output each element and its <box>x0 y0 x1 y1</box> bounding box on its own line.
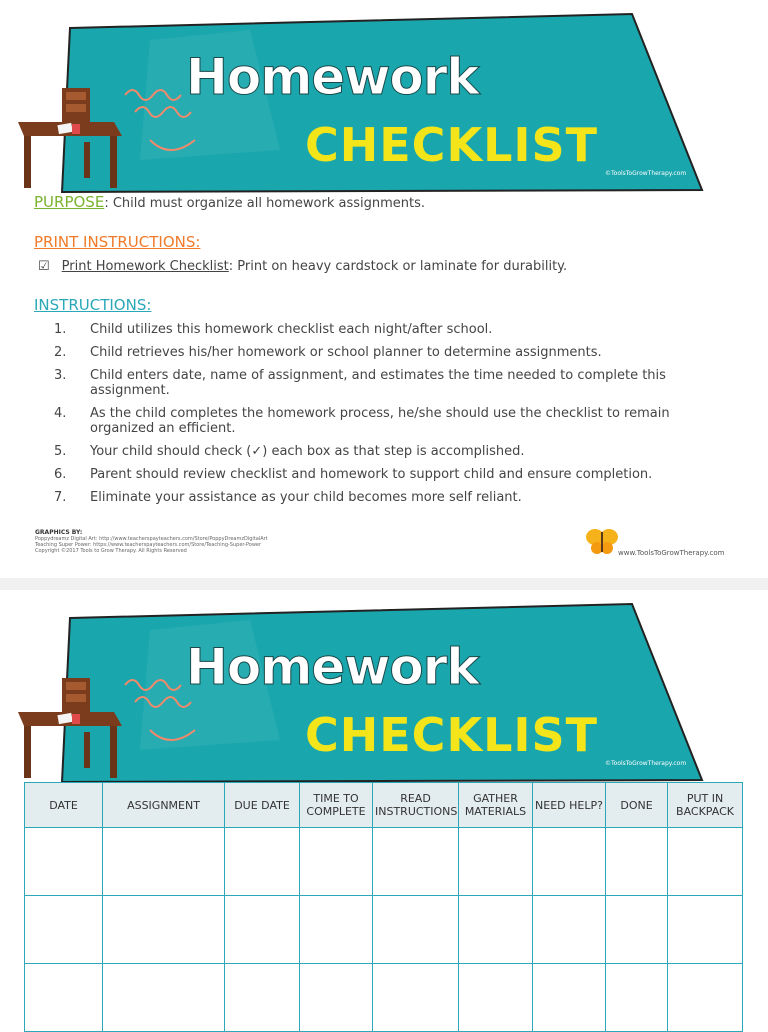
table-cell[interactable] <box>300 828 373 896</box>
table-row <box>25 828 743 896</box>
list-item: 6. Parent should review checklist and homework to support child and ensure completion. <box>54 467 653 482</box>
table-cell[interactable] <box>459 964 533 1032</box>
table-header-row <box>25 783 743 828</box>
homework-checklist-table <box>24 782 743 1032</box>
table-cell[interactable] <box>25 828 103 896</box>
title-checklist: CHECKLIST <box>305 118 599 172</box>
table-cell[interactable] <box>533 828 606 896</box>
table-row <box>25 964 743 1032</box>
table-cell[interactable] <box>225 828 300 896</box>
table-cell[interactable] <box>373 828 459 896</box>
table-cell[interactable] <box>373 964 459 1032</box>
column-header: DONE <box>606 783 668 828</box>
table-cell[interactable] <box>459 896 533 964</box>
table-cell[interactable] <box>103 896 225 964</box>
list-item: 7. Eliminate your assistance as your child becomes more self reliant. <box>54 490 522 505</box>
column-header: DATE <box>25 783 103 828</box>
table-cell[interactable] <box>300 964 373 1032</box>
list-item: 2. Child retrieves his/her homework or school planner to determine assignments. <box>54 345 602 360</box>
instructions-list <box>54 322 714 513</box>
column-header: ASSIGNMENT <box>103 783 225 828</box>
table-cell[interactable] <box>300 896 373 964</box>
table-cell[interactable] <box>668 828 743 896</box>
purpose-label: PURPOSE <box>34 193 105 211</box>
table-cell[interactable] <box>533 964 606 1032</box>
desk-illustration <box>18 88 123 190</box>
list-item: 4. As the child completes the homework process, he/she should use the checklist to remain organized an efficient. <box>54 406 670 436</box>
banner-credit: ©ToolsToGrowTherapy.com <box>605 170 687 177</box>
table-cell[interactable] <box>225 964 300 1032</box>
column-header: READ INSTRUCTIONS <box>373 783 459 828</box>
desk-illustration <box>18 678 123 780</box>
table-cell[interactable] <box>606 896 668 964</box>
print-checklist-link: Print Homework Checklist <box>61 259 229 274</box>
table-cell[interactable] <box>225 896 300 964</box>
title-checklist: CHECKLIST <box>305 708 599 762</box>
print-item-text: : Print on heavy cardstock or laminate for durability. <box>228 259 568 274</box>
list-item: 1. Child utilizes this homework checklist each night/after school. <box>54 322 493 337</box>
table-cell[interactable] <box>668 964 743 1032</box>
purpose-text: : Child must organize all homework assignments. <box>104 196 426 211</box>
table-cell[interactable] <box>103 964 225 1032</box>
table-cell[interactable] <box>103 828 225 896</box>
table-cell[interactable] <box>533 896 606 964</box>
print-instructions-heading: PRINT INSTRUCTIONS: <box>34 233 201 251</box>
table-row <box>25 896 743 964</box>
table-cell[interactable] <box>25 896 103 964</box>
footer-url: www.ToolsToGrowTherapy.com <box>618 549 725 557</box>
table-cell[interactable] <box>25 964 103 1032</box>
column-header: NEED HELP? <box>533 783 606 828</box>
column-header: DUE DATE <box>225 783 300 828</box>
print-instructions-item <box>38 259 567 274</box>
list-item: 3. Child enters date, name of assignment, and estimates the time needed to complete this assignment. <box>54 368 666 398</box>
instructions-heading: INSTRUCTIONS: <box>34 296 152 314</box>
checkbox-icon: ☑ <box>38 259 50 274</box>
banner-credit: ©ToolsToGrowTherapy.com <box>605 760 687 767</box>
title-homework: Homework <box>186 638 479 696</box>
column-header: PUT IN BACKPACK <box>668 783 743 828</box>
table-cell[interactable] <box>668 896 743 964</box>
table-cell[interactable] <box>373 896 459 964</box>
table-cell[interactable] <box>606 964 668 1032</box>
butterfly-icon <box>585 526 619 556</box>
column-header: TIME TO COMPLETE <box>300 783 373 828</box>
graphics-credits: GRAPHICS BY: Poppydreamz Digital Art: http://www.teacherspayteachers.com/Store/PoppyDreamzDigitalArt Teaching Super Power: https://www.teacherspayteachers.com/Store/Teaching-Super-Power Copyright ©2017 Tools to Grow Therapy. All Rights Reserved <box>35 529 268 554</box>
column-header: GATHER MATERIALS <box>459 783 533 828</box>
list-item: 5. Your child should check (✓) each box as that step is accomplished. <box>54 444 525 459</box>
purpose-line <box>34 193 425 211</box>
table-cell[interactable] <box>459 828 533 896</box>
checklist-page <box>0 590 768 1024</box>
title-homework: Homework <box>186 48 479 106</box>
table-cell[interactable] <box>606 828 668 896</box>
page-separator <box>0 578 768 590</box>
